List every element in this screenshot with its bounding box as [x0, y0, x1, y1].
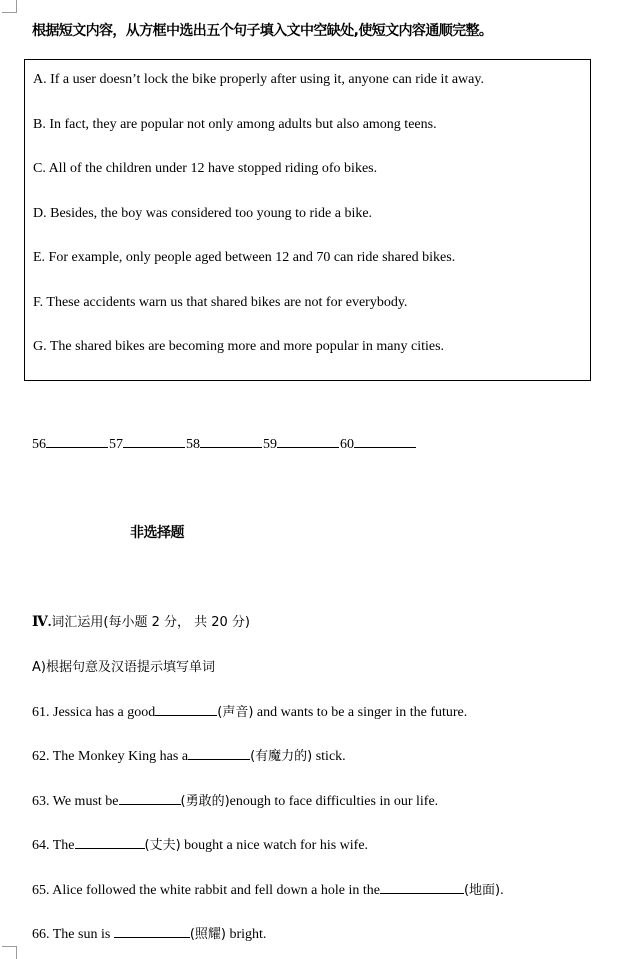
question-64 — [32, 834, 368, 854]
option-d: D. Besides, the boy was considered too young to ride a bike. — [33, 206, 373, 221]
question-text: 62. The Monkey King has a — [32, 749, 189, 764]
question-text: 61. Jessica has a good — [32, 705, 156, 720]
option-e: E. For example, only people aged between 12 and 70 can ride shared bikes. — [33, 250, 456, 265]
answer-blanks-line — [32, 433, 417, 453]
question-text: 65. Alice followed the white rabbit and fell down a hole in the — [32, 883, 380, 898]
question-text: 63. We must be — [32, 794, 119, 809]
question-65 — [32, 879, 504, 899]
part-title: 词汇运用(每小题 2 分， 共 20 分) — [51, 615, 251, 630]
subpart-heading: A)根据句意及汉语提示填写单词 — [32, 660, 215, 675]
question-text: . — [500, 883, 504, 898]
question-61 — [32, 701, 467, 721]
answer-number: 56 — [32, 437, 46, 452]
question-text: and wants to be a singer in the future. — [253, 705, 468, 720]
answer-blank[interactable] — [200, 433, 262, 448]
answer-blank[interactable] — [46, 433, 108, 448]
answer-blank[interactable] — [354, 433, 416, 448]
question-text: bright. — [225, 927, 267, 942]
question-hint: (勇敢的) — [180, 794, 230, 809]
question-hint: (照耀) — [189, 927, 226, 942]
page-corner-mark-bottom — [2, 946, 17, 959]
options-box — [24, 59, 591, 381]
option-b: B. In fact, they are popular not only among adults but also among teens. — [33, 117, 437, 132]
question-text: stick. — [312, 749, 346, 764]
option-a: A. If a user doesn’t lock the bike properly after using it, anyone can ride it away. — [33, 72, 484, 87]
question-hint: (声音) — [217, 705, 254, 720]
question-blank[interactable] — [119, 791, 181, 805]
question-hint: (有魔力的) — [250, 749, 313, 764]
option-c: C. All of the children under 12 have stopped riding ofo bikes. — [33, 161, 378, 176]
section-title: 非选择题 — [130, 525, 184, 541]
question-blank[interactable] — [155, 702, 217, 716]
question-blank[interactable] — [380, 880, 464, 894]
question-63 — [32, 790, 438, 810]
answer-number: 60 — [340, 437, 354, 452]
answer-blank[interactable] — [123, 433, 185, 448]
question-text: 66. The sun is — [32, 927, 114, 942]
page-corner-mark-top — [2, 0, 17, 13]
question-blank[interactable] — [114, 924, 190, 938]
answer-number: 57 — [109, 437, 123, 452]
answer-number: 58 — [186, 437, 200, 452]
question-hint: (地面) — [463, 883, 501, 898]
answer-number: 59 — [263, 437, 277, 452]
question-hint: (丈夫) — [144, 838, 181, 853]
question-blank[interactable] — [75, 835, 145, 849]
question-62 — [32, 745, 346, 765]
part-number: Ⅳ. — [32, 615, 52, 630]
question-blank[interactable] — [188, 746, 250, 760]
option-f: F. These accidents warn us that shared bikes are not for everybody. — [33, 295, 408, 310]
option-g: G. The shared bikes are becoming more and more popular in many cities. — [33, 339, 445, 354]
answer-blank[interactable] — [277, 433, 339, 448]
question-66 — [32, 923, 266, 943]
question-text: enough to face difficulties in our life. — [229, 794, 439, 809]
instruction-text: 根据短文内容，从方框中选出五个句子填入文中空缺处,使短文内容通顺完整。 — [32, 23, 493, 39]
question-text: 64. The — [32, 838, 75, 853]
part-heading — [32, 611, 250, 631]
question-text: bought a nice watch for his wife. — [180, 838, 369, 853]
